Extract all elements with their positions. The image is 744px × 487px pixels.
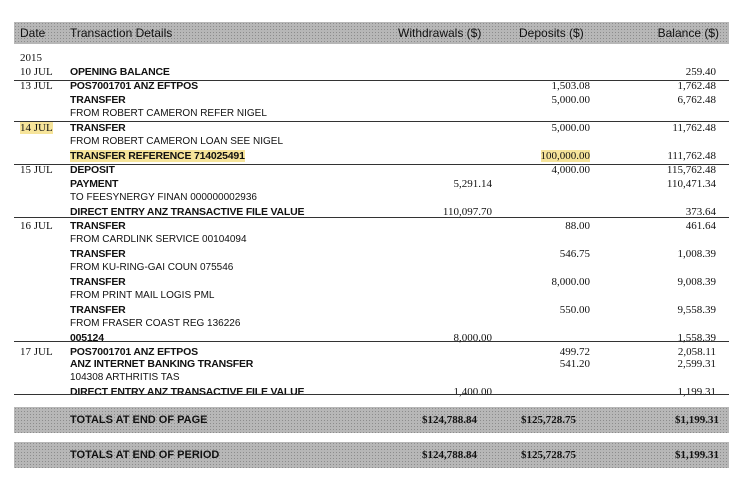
table-row <box>20 136 720 150</box>
row-description: FROM PRINT MAIL LOGIS PML <box>70 290 215 301</box>
table-row <box>20 358 720 372</box>
row-deposit: 1,503.08 <box>551 80 590 92</box>
row-description: PAYMENT <box>70 178 119 190</box>
row-description: FROM CARDLINK SERVICE 00104094 <box>70 234 247 245</box>
row-description: DIRECT ENTRY ANZ TRANSACTIVE FILE VALUE <box>70 206 305 218</box>
table-row <box>20 192 720 206</box>
row-description: FROM ROBERT CAMERON REFER NIGEL <box>70 108 267 119</box>
row-description: TRANSFER <box>70 248 126 260</box>
row-deposit: 541.20 <box>559 358 590 370</box>
totals-page-balance: $1,199.31 <box>675 414 719 426</box>
row-description: ANZ INTERNET BANKING TRANSFER <box>70 358 254 370</box>
totals-period-deposits: $125,728.75 <box>521 449 576 461</box>
row-balance: 259.40 <box>685 66 716 78</box>
row-date: 16 JUL <box>20 220 53 232</box>
divider <box>14 217 729 218</box>
row-balance: 1,008.39 <box>677 248 716 260</box>
header-details: Transaction Details <box>70 26 173 40</box>
row-withdrawal: 1,400.00 <box>453 386 492 398</box>
divider <box>14 80 729 81</box>
row-description: TRANSFER <box>70 304 126 316</box>
row-withdrawal: 110,097.70 <box>442 206 492 218</box>
totals-end-of-page <box>14 407 729 433</box>
row-description: FROM ROBERT CAMERON LOAN SEE NIGEL <box>70 136 284 147</box>
row-deposit: 88.00 <box>565 220 590 232</box>
row-description: TRANSFER <box>70 220 126 232</box>
row-description: POS7001701 ANZ EFTPOS <box>70 80 198 92</box>
row-date: 15 JUL <box>20 164 53 176</box>
totals-page-label: TOTALS AT END OF PAGE <box>70 414 208 426</box>
row-deposit: 100,000.00 <box>540 150 590 162</box>
row-balance: 6,762.48 <box>677 94 716 106</box>
row-balance: 9,008.39 <box>677 276 716 288</box>
table-row <box>20 386 720 400</box>
row-description: OPENING BALANCE <box>70 66 170 78</box>
row-withdrawal: 5,291.14 <box>453 178 492 190</box>
row-description: DEPOSIT <box>70 164 115 176</box>
table-header <box>14 22 729 44</box>
row-balance: 2,599.31 <box>677 358 716 370</box>
totals-period-label: TOTALS AT END OF PERIOD <box>70 449 220 461</box>
table-row <box>20 248 720 262</box>
row-balance: 115,762.48 <box>666 164 716 176</box>
divider <box>14 121 729 122</box>
table-row <box>20 318 720 332</box>
row-description: TO FEESYNERGY FINAN 000000002936 <box>70 192 257 203</box>
row-deposit: 546.75 <box>559 248 590 260</box>
header-deposits: Deposits ($) <box>519 26 584 40</box>
row-balance: 111,762.48 <box>667 150 716 162</box>
header-date: Date <box>20 26 46 40</box>
divider <box>14 164 729 165</box>
row-deposit: 4,000.00 <box>551 164 590 176</box>
table-row <box>20 178 720 192</box>
table-row <box>20 220 720 234</box>
row-deposit: 5,000.00 <box>551 122 590 134</box>
row-description: FROM KU-RING-GAI COUN 075546 <box>70 262 234 273</box>
row-balance: 1,558.39 <box>677 332 716 344</box>
table-row <box>20 332 720 346</box>
row-date: 14 JUL <box>20 122 53 134</box>
row-description: TRANSFER <box>70 122 126 134</box>
totals-page-withdrawals: $124,788.84 <box>422 414 477 426</box>
table-row <box>20 276 720 290</box>
totals-period-balance: $1,199.31 <box>675 449 719 461</box>
row-description: TRANSFER <box>70 276 126 288</box>
divider <box>14 341 729 342</box>
row-deposit: 5,000.00 <box>551 94 590 106</box>
row-description: DIRECT ENTRY ANZ TRANSACTIVE FILE VALUE <box>70 386 305 398</box>
row-description: 104308 ARTHRITIS TAS <box>70 372 180 383</box>
row-balance: 9,558.39 <box>677 304 716 316</box>
row-deposit: 8,000.00 <box>551 276 590 288</box>
year-label: 2015 <box>20 52 42 64</box>
table-row <box>20 234 720 248</box>
row-balance: 11,762.48 <box>672 122 716 134</box>
row-deposit: 550.00 <box>559 304 590 316</box>
totals-period-withdrawals: $124,788.84 <box>422 449 477 461</box>
row-deposit: 499.72 <box>559 346 590 358</box>
row-balance: 1,199.31 <box>677 386 716 398</box>
row-description: TRANSFER <box>70 94 126 106</box>
table-row <box>20 262 720 276</box>
row-balance: 461.64 <box>685 220 716 232</box>
row-balance: 110,471.34 <box>666 178 716 190</box>
totals-end-of-period <box>14 442 729 468</box>
header-withdrawals: Withdrawals ($) <box>398 26 482 40</box>
table-row <box>20 304 720 318</box>
table-row <box>20 372 720 386</box>
row-description: POS7001701 ANZ EFTPOS <box>70 346 198 358</box>
row-description: 005124 <box>70 332 104 344</box>
table-row <box>20 94 720 108</box>
row-balance: 1,762.48 <box>677 80 716 92</box>
divider <box>14 394 729 395</box>
row-description: FROM FRASER COAST REG 136226 <box>70 318 241 329</box>
table-row <box>20 290 720 304</box>
row-balance: 2,058.11 <box>677 346 716 358</box>
row-date: 10 JUL <box>20 66 53 78</box>
table-row <box>20 150 720 164</box>
row-withdrawal: 8,000.00 <box>453 332 492 344</box>
row-date: 13 JUL <box>20 80 53 92</box>
table-row <box>20 108 720 122</box>
table-row <box>20 164 720 178</box>
table-row <box>20 122 720 136</box>
row-description: TRANSFER REFERENCE 714025491 <box>70 150 245 162</box>
totals-page-deposits: $125,728.75 <box>521 414 576 426</box>
table-row <box>20 66 720 80</box>
table-row <box>20 80 720 94</box>
row-balance: 373.64 <box>685 206 716 218</box>
row-date: 17 JUL <box>20 346 53 358</box>
header-balance: Balance ($) <box>657 26 719 40</box>
